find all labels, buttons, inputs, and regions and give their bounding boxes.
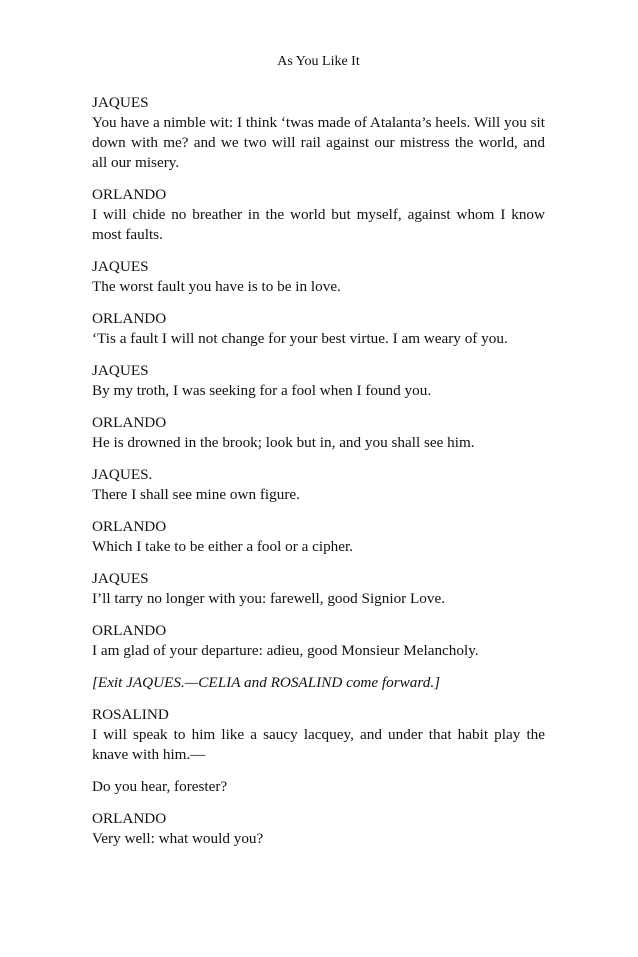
speech-text: You have a nimble wit: I think ‘twas made of Atalanta’s heels. Will you sit down with me? and we two will rail against our mistress the world, and all our misery. — [92, 114, 545, 171]
speech-text: Very well: what would you? — [92, 830, 264, 847]
speaker-name: JAQUES — [92, 258, 149, 275]
speech-text: By my troth, I was seeking for a fool when I found you. — [92, 382, 432, 399]
dialogue-block — [92, 517, 545, 557]
speaker-name: JAQUES — [92, 94, 149, 111]
dialogue-block — [92, 465, 545, 505]
speaker-name: JAQUES. — [92, 466, 153, 483]
speech-text: There I shall see mine own figure. — [92, 486, 300, 503]
dialogue-block — [92, 185, 545, 245]
speech-text: He is drowned in the brook; look but in, and you shall see him. — [92, 434, 475, 451]
speech-text: Which I take to be either a fool or a cipher. — [92, 538, 354, 555]
dialogue-block — [92, 705, 545, 765]
page-title: As You Like It — [277, 54, 360, 69]
dialogue-block — [92, 413, 545, 453]
speaker-name: ORLANDO — [92, 310, 167, 327]
speech-text: The worst fault you have is to be in love. — [92, 278, 341, 295]
speaker-name: ORLANDO — [92, 810, 167, 827]
speech-text: I’ll tarry no longer with you: farewell, good Signior Love. — [92, 590, 446, 607]
dialogue-block — [92, 93, 545, 173]
speaker-name: JAQUES — [92, 570, 149, 587]
dialogue-block — [92, 257, 545, 297]
speaker-name: ORLANDO — [92, 186, 167, 203]
speech-text: I will speak to him like a saucy lacquey, and under that habit play the knave with him.— — [92, 726, 545, 763]
speech-text: I will chide no breather in the world but myself, against whom I know most faults. — [92, 206, 545, 243]
dialogue-block — [92, 569, 545, 609]
document-page — [92, 52, 545, 861]
speaker-name: ORLANDO — [92, 518, 167, 535]
dialogue-block — [92, 809, 545, 849]
dialogue-block — [92, 361, 545, 401]
speaker-name: ORLANDO — [92, 622, 167, 639]
speech-continuation: Do you hear, forester? — [92, 778, 228, 795]
stage-direction: [Exit JAQUES.—CELIA and ROSALIND come forward.] — [92, 674, 441, 691]
speech-text: I am glad of your departure: adieu, good Monsieur Melancholy. — [92, 642, 479, 659]
dialogue-block — [92, 621, 545, 661]
dialogue-block — [92, 309, 545, 349]
speaker-name: ORLANDO — [92, 414, 167, 431]
speech-text: ‘Tis a fault I will not change for your best virtue. I am weary of you. — [92, 330, 508, 347]
speaker-name: JAQUES — [92, 362, 149, 379]
speaker-name: ROSALIND — [92, 706, 169, 723]
